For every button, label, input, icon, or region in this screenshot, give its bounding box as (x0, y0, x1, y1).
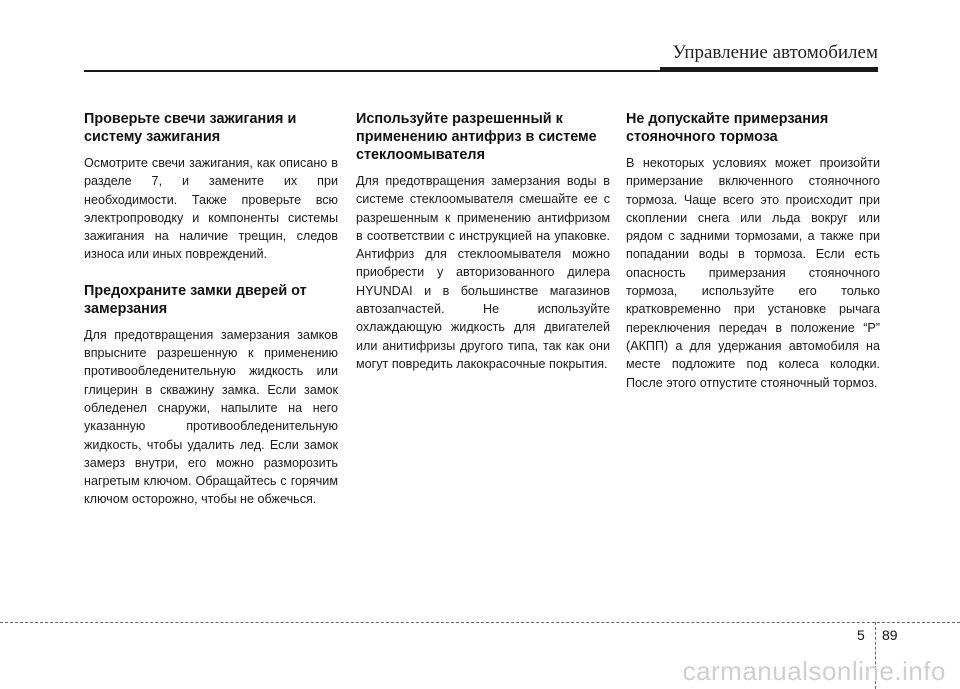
column-right (626, 110, 880, 410)
section-title-door-locks: Предохраните замки дверей от замерзания (84, 282, 307, 317)
footer-page-number: 89 (882, 627, 898, 643)
running-header-title: Управление автомобилем (672, 42, 878, 63)
section-title-spark-plugs: Проверьте свечи зажигания и систему зажигания (84, 111, 297, 145)
section-title-washer-antifreeze: Используйте разрешенный к применению антифриз в системе стеклоомывателя (356, 111, 597, 163)
column-middle (356, 110, 610, 391)
footer-dashed-rule (0, 622, 960, 623)
header-rule-accent (660, 67, 878, 72)
section-body-spark-plugs: Осмотрите свечи зажигания, как описано в разделе 7, и замените их при необходимости. Также проверьте всю электропроводку и компоненты системы зажигания на наличие трещин, следов износа или иных повреждений. (84, 156, 338, 262)
footer-section-number: 5 (857, 627, 865, 643)
column-left (84, 110, 338, 527)
section-body-parking-brake: В некоторых условиях может произойти примерзание включенного стояночного тормоза. Чаще всего это происходит при скоплении снега или льда вокруг или рядом с задними тормозами, а также при попадании воды в тормоза. Если есть опасность примерзания стояночного тормоза, используйте его только кратковременно при установке рычага переключения передач в положение “P” (АКПП) а для удержания автомобиля на месте подложите под колеса колодки. После этого отпустите стояночный тормоз. (626, 156, 880, 390)
section-body-washer-antifreeze: Для предотвращения замерзания воды в системе стеклоомывателя смешайте ее с разрешенным к применению антифризом в соответствии с инструкцией на упаковке. Антифриз для стеклоомывателя можно приобрести у авторизованного дилера HYUNDAI и в большинстве магазинов автозапчастей. Не используйте охлаждающую жидкость для двигателей или анитифризы другого типа, так как они могут повредить лакокрасочные покрытия. (356, 174, 610, 371)
watermark: carmanualsonline.info (682, 656, 946, 686)
section-body-door-locks: Для предотвращения замерзания замков впрысните разрешенную к применению противообледенительную жидкость или глицерин в скважину замка. Если замок обледенел снаружи, напылите на него указанную противообледенительную жидкость, чтобы удалить лед. Если замок замерз внутри, его можно разморозить нагретым ключом. Обращайтесь с горячим ключом осторожно, чтобы не обжечься. (84, 327, 338, 507)
section-title-parking-brake: Не допускайте примерзания стояночного тормоза (626, 111, 829, 145)
